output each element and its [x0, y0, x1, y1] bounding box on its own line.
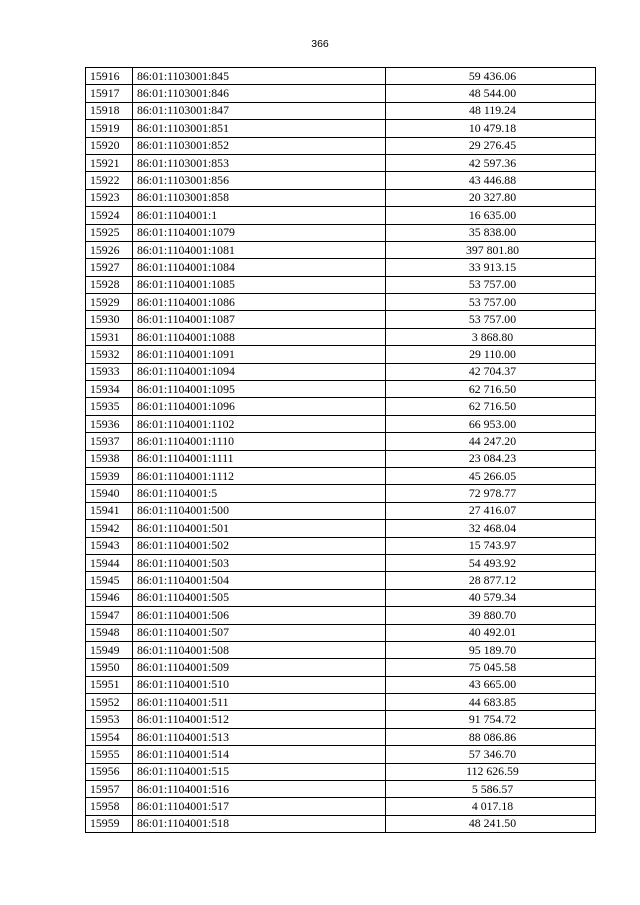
- row-number-cell: 15934: [86, 381, 133, 398]
- cadastral-value-cell: 53 757.00: [386, 294, 596, 311]
- table-row: [86, 259, 596, 276]
- table-row: [86, 363, 596, 380]
- cadastral-number-cell: 86:01:1104001:513: [133, 728, 386, 745]
- cadastral-value-cell: 54 493.92: [386, 554, 596, 571]
- cadastral-number-cell: 86:01:1103001:858: [133, 189, 386, 206]
- row-number-cell: 15943: [86, 537, 133, 554]
- cadastral-number-cell: 86:01:1103001:856: [133, 172, 386, 189]
- cadastral-number-cell: 86:01:1104001:515: [133, 763, 386, 780]
- cadastral-value-cell: 43 446.88: [386, 172, 596, 189]
- row-number-cell: 15954: [86, 728, 133, 745]
- row-number-cell: 15918: [86, 102, 133, 119]
- cadastral-value-cell: 42 704.37: [386, 363, 596, 380]
- cadastral-number-cell: 86:01:1103001:851: [133, 120, 386, 137]
- row-number-cell: 15939: [86, 467, 133, 484]
- table-row: [86, 241, 596, 258]
- row-number-cell: 15942: [86, 520, 133, 537]
- row-number-cell: 15949: [86, 641, 133, 658]
- cadastral-number-cell: 86:01:1103001:845: [133, 68, 386, 85]
- cadastral-value-cell: 16 635.00: [386, 207, 596, 224]
- row-number-cell: 15941: [86, 502, 133, 519]
- table-row: [86, 485, 596, 502]
- row-number-cell: 15920: [86, 137, 133, 154]
- page-number: 366: [311, 38, 329, 50]
- cadastral-value-cell: 53 757.00: [386, 311, 596, 328]
- cadastral-value-cell: 28 877.12: [386, 572, 596, 589]
- cadastral-number-cell: 86:01:1104001:1091: [133, 346, 386, 363]
- cadastral-number-cell: 86:01:1104001:1087: [133, 311, 386, 328]
- row-number-cell: 15926: [86, 241, 133, 258]
- table-row: [86, 207, 596, 224]
- table-row: [86, 694, 596, 711]
- cadastral-value-cell: 57 346.70: [386, 746, 596, 763]
- row-number-cell: 15953: [86, 711, 133, 728]
- row-number-cell: 15916: [86, 68, 133, 85]
- table-row: [86, 68, 596, 85]
- cadastral-number-cell: 86:01:1104001:1085: [133, 276, 386, 293]
- table-row: [86, 85, 596, 102]
- cadastral-value-cell: 112 626.59: [386, 763, 596, 780]
- cadastral-value-cell: 15 743.97: [386, 537, 596, 554]
- cadastral-number-cell: 86:01:1104001:505: [133, 589, 386, 606]
- cadastral-value-cell: 62 716.50: [386, 381, 596, 398]
- table-row: [86, 537, 596, 554]
- row-number-cell: 15947: [86, 607, 133, 624]
- table-row: [86, 433, 596, 450]
- cadastral-value-cell: 43 665.00: [386, 676, 596, 693]
- cadastral-number-cell: 86:01:1104001:1079: [133, 224, 386, 241]
- row-number-cell: 15946: [86, 589, 133, 606]
- cadastral-value-cell: 5 586.57: [386, 781, 596, 798]
- table-row: [86, 607, 596, 624]
- cadastral-value-cell: 91 754.72: [386, 711, 596, 728]
- cadastral-number-cell: 86:01:1104001:1084: [133, 259, 386, 276]
- cadastral-value-cell: 40 579.34: [386, 589, 596, 606]
- row-number-cell: 15945: [86, 572, 133, 589]
- cadastral-value-cell: 75 045.58: [386, 659, 596, 676]
- table-row: [86, 415, 596, 432]
- table-row: [86, 815, 596, 832]
- row-number-cell: 15956: [86, 763, 133, 780]
- table-row: [86, 728, 596, 745]
- row-number-cell: 15955: [86, 746, 133, 763]
- cadastral-value-cell: 48 241.50: [386, 815, 596, 832]
- table-row: [86, 572, 596, 589]
- table-row: [86, 520, 596, 537]
- table-row: [86, 381, 596, 398]
- table-row: [86, 137, 596, 154]
- cadastral-number-cell: 86:01:1104001:518: [133, 815, 386, 832]
- cadastral-number-cell: 86:01:1104001:508: [133, 641, 386, 658]
- table-row: [86, 502, 596, 519]
- cadastral-number-cell: 86:01:1103001:852: [133, 137, 386, 154]
- cadastral-value-cell: 48 544.00: [386, 85, 596, 102]
- row-number-cell: 15958: [86, 798, 133, 815]
- cadastral-number-cell: 86:01:1104001:1111: [133, 450, 386, 467]
- table-row: [86, 711, 596, 728]
- cadastral-value-cell: 3 868.80: [386, 328, 596, 345]
- cadastral-number-cell: 86:01:1104001:1: [133, 207, 386, 224]
- row-number-cell: 15937: [86, 433, 133, 450]
- cadastral-number-cell: 86:01:1103001:846: [133, 85, 386, 102]
- row-number-cell: 15951: [86, 676, 133, 693]
- cadastral-number-cell: 86:01:1104001:501: [133, 520, 386, 537]
- cadastral-number-cell: 86:01:1104001:504: [133, 572, 386, 589]
- row-number-cell: 15930: [86, 311, 133, 328]
- row-number-cell: 15948: [86, 624, 133, 641]
- cadastral-value-cell: 72 978.77: [386, 485, 596, 502]
- row-number-cell: 15925: [86, 224, 133, 241]
- cadastral-value-cell: 59 436.06: [386, 68, 596, 85]
- row-number-cell: 15935: [86, 398, 133, 415]
- cadastral-number-cell: 86:01:1104001:1086: [133, 294, 386, 311]
- table-row: [86, 450, 596, 467]
- cadastral-number-cell: 86:01:1104001:502: [133, 537, 386, 554]
- table-row: [86, 781, 596, 798]
- table-row: [86, 763, 596, 780]
- cadastral-number-cell: 86:01:1103001:847: [133, 102, 386, 119]
- cadastral-number-cell: 86:01:1104001:510: [133, 676, 386, 693]
- row-number-cell: 15932: [86, 346, 133, 363]
- cadastral-value-cell: 62 716.50: [386, 398, 596, 415]
- row-number-cell: 15921: [86, 154, 133, 171]
- table-row: [86, 659, 596, 676]
- cadastral-number-cell: 86:01:1104001:1110: [133, 433, 386, 450]
- table-row: [86, 189, 596, 206]
- table-row: [86, 746, 596, 763]
- cadastral-number-cell: 86:01:1104001:1102: [133, 415, 386, 432]
- cadastral-value-cell: 44 683.85: [386, 694, 596, 711]
- row-number-cell: 15923: [86, 189, 133, 206]
- table-row: [86, 467, 596, 484]
- table-body: [86, 68, 596, 833]
- row-number-cell: 15933: [86, 363, 133, 380]
- table-row: [86, 328, 596, 345]
- cadastral-number-cell: 86:01:1104001:1095: [133, 381, 386, 398]
- table-row: [86, 102, 596, 119]
- row-number-cell: 15957: [86, 781, 133, 798]
- cadastral-number-cell: 86:01:1103001:853: [133, 154, 386, 171]
- row-number-cell: 15952: [86, 694, 133, 711]
- cadastral-value-cell: 40 492.01: [386, 624, 596, 641]
- row-number-cell: 15938: [86, 450, 133, 467]
- cadastral-value-cell: 53 757.00: [386, 276, 596, 293]
- row-number-cell: 15919: [86, 120, 133, 137]
- row-number-cell: 15944: [86, 554, 133, 571]
- table-row: [86, 589, 596, 606]
- row-number-cell: 15950: [86, 659, 133, 676]
- table-row: [86, 676, 596, 693]
- table-row: [86, 398, 596, 415]
- cadastral-value-cell: 48 119.24: [386, 102, 596, 119]
- cadastral-value-cell: 29 110.00: [386, 346, 596, 363]
- cadastral-value-cell: 20 327.80: [386, 189, 596, 206]
- cadastral-number-cell: 86:01:1104001:506: [133, 607, 386, 624]
- table-row: [86, 276, 596, 293]
- cadastral-number-cell: 86:01:1104001:1081: [133, 241, 386, 258]
- cadastral-value-cell: 32 468.04: [386, 520, 596, 537]
- cadastral-value-cell: 39 880.70: [386, 607, 596, 624]
- cadastral-value-cell: 45 266.05: [386, 467, 596, 484]
- row-number-cell: 15931: [86, 328, 133, 345]
- cadastral-number-cell: 86:01:1104001:517: [133, 798, 386, 815]
- cadastral-number-cell: 86:01:1104001:512: [133, 711, 386, 728]
- cadastral-value-cell: 44 247.20: [386, 433, 596, 450]
- row-number-cell: 15929: [86, 294, 133, 311]
- cadastral-value-cell: 23 084.23: [386, 450, 596, 467]
- row-number-cell: 15917: [86, 85, 133, 102]
- cadastral-number-cell: 86:01:1104001:509: [133, 659, 386, 676]
- cadastral-number-cell: 86:01:1104001:511: [133, 694, 386, 711]
- cadastral-number-cell: 86:01:1104001:500: [133, 502, 386, 519]
- table-row: [86, 172, 596, 189]
- cadastral-value-cell: 33 913.15: [386, 259, 596, 276]
- row-number-cell: 15936: [86, 415, 133, 432]
- cadastral-number-cell: 86:01:1104001:514: [133, 746, 386, 763]
- cadastral-value-cell: 29 276.45: [386, 137, 596, 154]
- table-row: [86, 311, 596, 328]
- table-row: [86, 641, 596, 658]
- cadastral-value-cell: 397 801.80: [386, 241, 596, 258]
- table-row: [86, 120, 596, 137]
- table-row: [86, 624, 596, 641]
- cadastral-value-cell: 66 953.00: [386, 415, 596, 432]
- cadastral-number-cell: 86:01:1104001:516: [133, 781, 386, 798]
- cadastral-number-cell: 86:01:1104001:503: [133, 554, 386, 571]
- row-number-cell: 15940: [86, 485, 133, 502]
- cadastral-value-cell: 4 017.18: [386, 798, 596, 815]
- row-number-cell: 15928: [86, 276, 133, 293]
- cadastral-value-cell: 88 086.86: [386, 728, 596, 745]
- row-number-cell: 15924: [86, 207, 133, 224]
- table-row: [86, 798, 596, 815]
- table-row: [86, 554, 596, 571]
- table-row: [86, 154, 596, 171]
- cadastral-number-cell: 86:01:1104001:5: [133, 485, 386, 502]
- cadastral-number-cell: 86:01:1104001:1112: [133, 467, 386, 484]
- row-number-cell: 15922: [86, 172, 133, 189]
- cadastral-value-table: [85, 67, 596, 833]
- row-number-cell: 15927: [86, 259, 133, 276]
- cadastral-value-cell: 42 597.36: [386, 154, 596, 171]
- table-row: [86, 346, 596, 363]
- cadastral-number-cell: 86:01:1104001:1096: [133, 398, 386, 415]
- cadastral-number-cell: 86:01:1104001:1088: [133, 328, 386, 345]
- cadastral-number-cell: 86:01:1104001:507: [133, 624, 386, 641]
- cadastral-value-cell: 95 189.70: [386, 641, 596, 658]
- row-number-cell: 15959: [86, 815, 133, 832]
- table-row: [86, 224, 596, 241]
- cadastral-number-cell: 86:01:1104001:1094: [133, 363, 386, 380]
- cadastral-value-cell: 27 416.07: [386, 502, 596, 519]
- cadastral-value-cell: 10 479.18: [386, 120, 596, 137]
- cadastral-value-cell: 35 838.00: [386, 224, 596, 241]
- table-row: [86, 294, 596, 311]
